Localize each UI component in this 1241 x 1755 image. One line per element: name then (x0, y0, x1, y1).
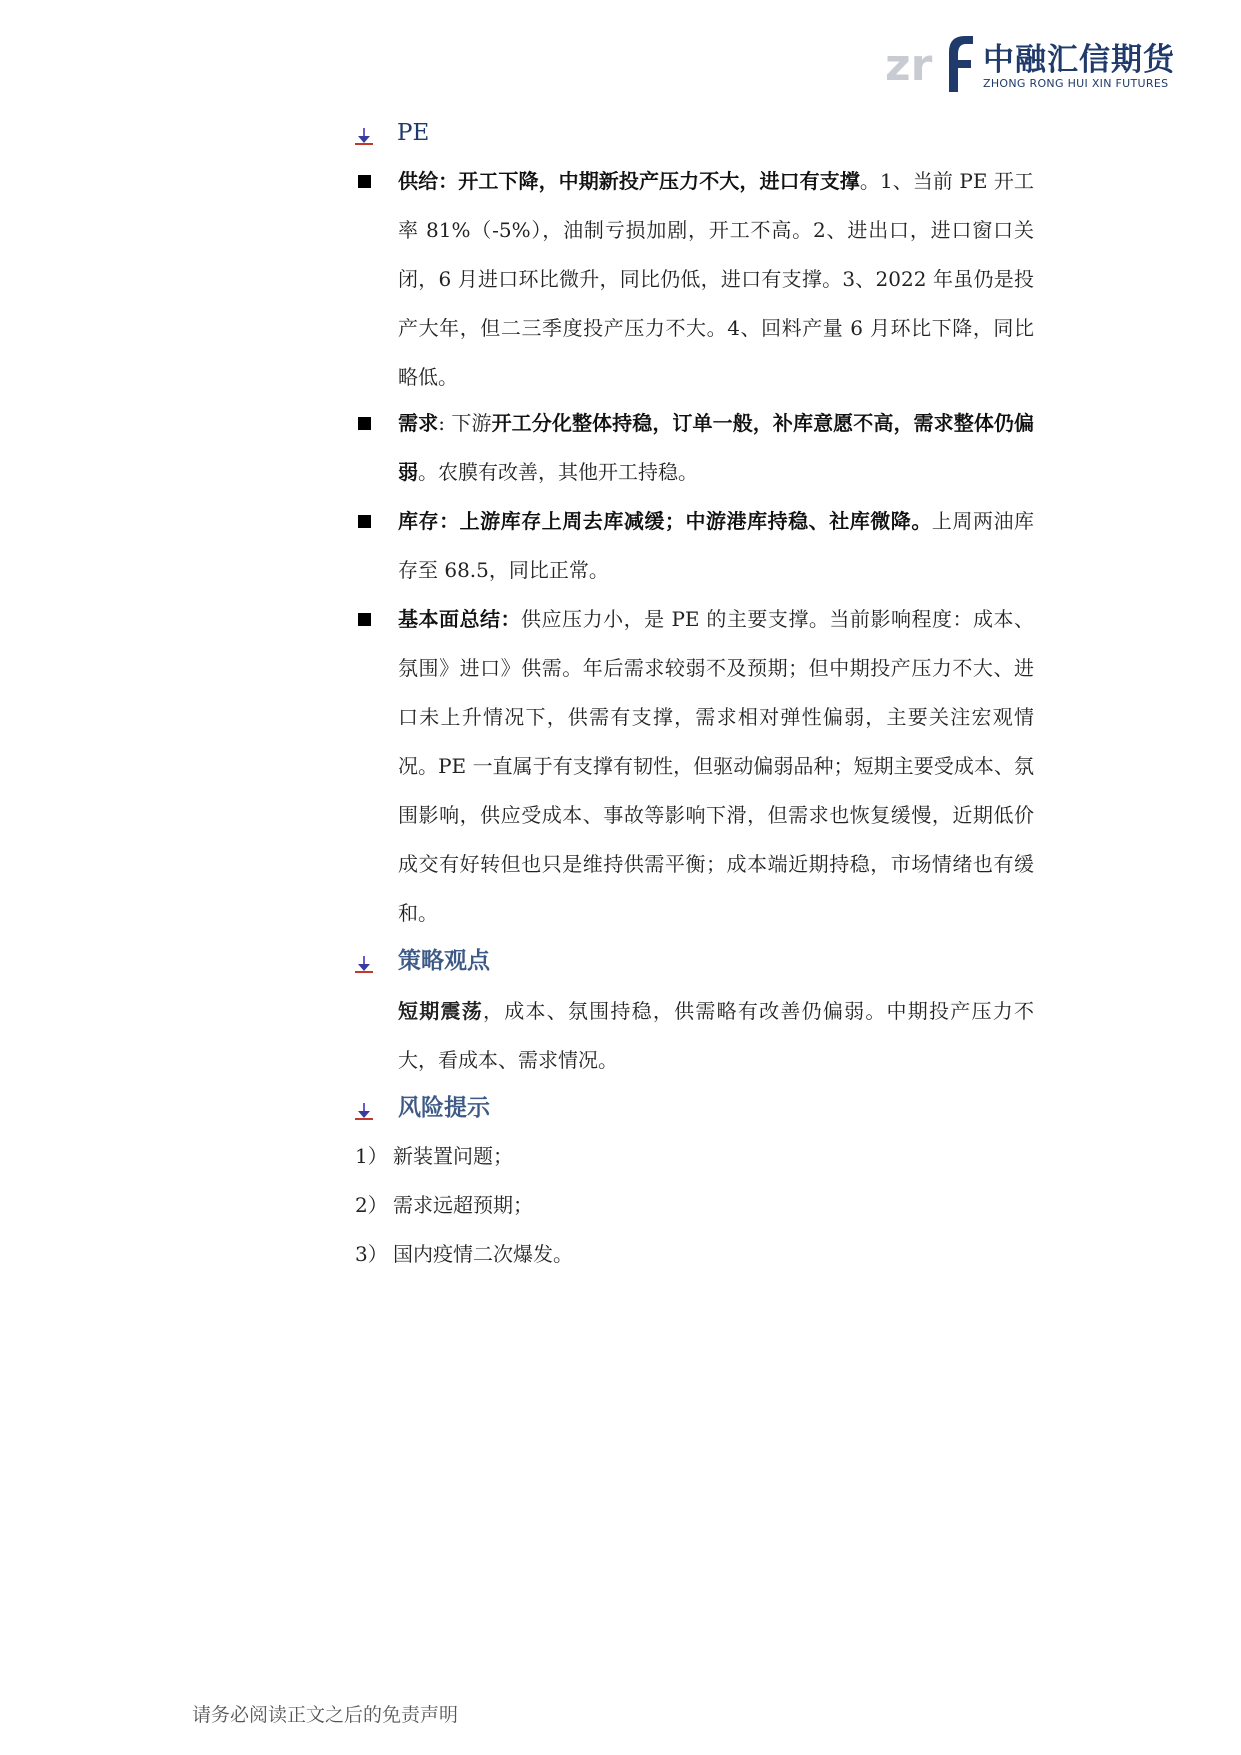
logo-chinese-name: 中融汇信期货 (983, 42, 1175, 78)
logo-english-name: ZHONG RONG HUI XIN FUTURES (983, 77, 1169, 90)
svg-text:zr: zr (885, 40, 933, 91)
risk-item-number: 1） (355, 1144, 388, 1168)
pe-demand-paragraph (398, 399, 1034, 497)
pe-supply-paragraph (398, 157, 1034, 402)
pe-supply-text: 。1、当前 PE 开工率 81%（-5%），油制亏损加剧，开工不高。2、进出口，进口窗口关闭，6 月进口环比微升，同比仍低，进口有支撑。3、2022 年虽仍是投产大年，但二三季度投产压力不大。4、回料产量 6 月环比下降，同比略低。 (398, 169, 1035, 389)
strategy-text: ，成本、氛围持稳，供需略有改善仍偏弱。中期投产压力不大，看成本、需求情况。 (398, 999, 1035, 1072)
square-bullet-icon (358, 417, 371, 430)
strategy-lead: 短期震荡 (398, 999, 483, 1023)
arrow-bullet-icon (353, 953, 375, 975)
section-title-risk: 风险提示 (398, 1095, 490, 1121)
pe-demand-mid: : 下游 (438, 411, 492, 435)
arrow-bullet-icon (353, 1100, 375, 1122)
square-bullet-icon (358, 515, 371, 528)
pe-inventory-lead: 库存：上游库存上周去库减缓；中游港库持稳、社库微降。 (398, 509, 932, 533)
pe-inventory-paragraph (398, 497, 1034, 595)
pe-summary-lead: 基本面总结： (398, 607, 522, 631)
risk-item (355, 1141, 513, 1171)
risk-item-text: 国内疫情二次爆发。 (393, 1242, 573, 1266)
risk-item-number: 3） (355, 1242, 388, 1266)
pe-demand-text: 。农膜有改善，其他开工持稳。 (418, 460, 698, 484)
arrow-bullet-icon (353, 125, 375, 147)
risk-item (355, 1239, 573, 1269)
zrf-logo-mark-icon (885, 30, 975, 94)
company-logo (885, 30, 1175, 94)
square-bullet-icon (358, 175, 371, 188)
pe-inventory-text: 上周两油库存至 68.5，同比正常。 (398, 509, 1035, 582)
section-title-pe: PE (397, 120, 430, 146)
strategy-paragraph (398, 987, 1034, 1085)
pe-summary-paragraph (398, 595, 1034, 938)
risk-item-text: 新装置问题； (393, 1144, 513, 1168)
footer-disclaimer: 请务必阅读正文之后的免责声明 (192, 1704, 459, 1726)
pe-supply-lead: 供给：开工下降，中期新投产压力不大，进口有支撑 (398, 169, 860, 193)
pe-demand-lead2: 开工分化整体持稳，订单一般，补库意愿不高，需求整体仍偏弱 (398, 411, 1035, 484)
risk-item-number: 2） (355, 1193, 388, 1217)
square-bullet-icon (358, 613, 371, 626)
risk-item-text: 需求远超预期； (393, 1193, 533, 1217)
risk-item (355, 1190, 533, 1220)
section-title-strategy: 策略观点 (398, 948, 490, 974)
pe-demand-lead: 需求 (398, 411, 439, 435)
pe-summary-text: 供应压力小，是 PE 的主要支撑。当前影响程度：成本、氛围》进口》供需。年后需求较弱不及预期；但中期投产压力不大、进口未上升情况下，供需有支撑，需求相对弹性偏弱，主要关注宏观情况。PE 一直属于有支撑有韧性，但驱动偏弱品种；短期主要受成本、氛围影响，供应受成本、事故等影响下滑，但需求也恢复缓慢，近期低价成交有好转但也只是维持供需平衡；成本端近期持稳，市场情绪也有缓和。 (398, 607, 1034, 925)
